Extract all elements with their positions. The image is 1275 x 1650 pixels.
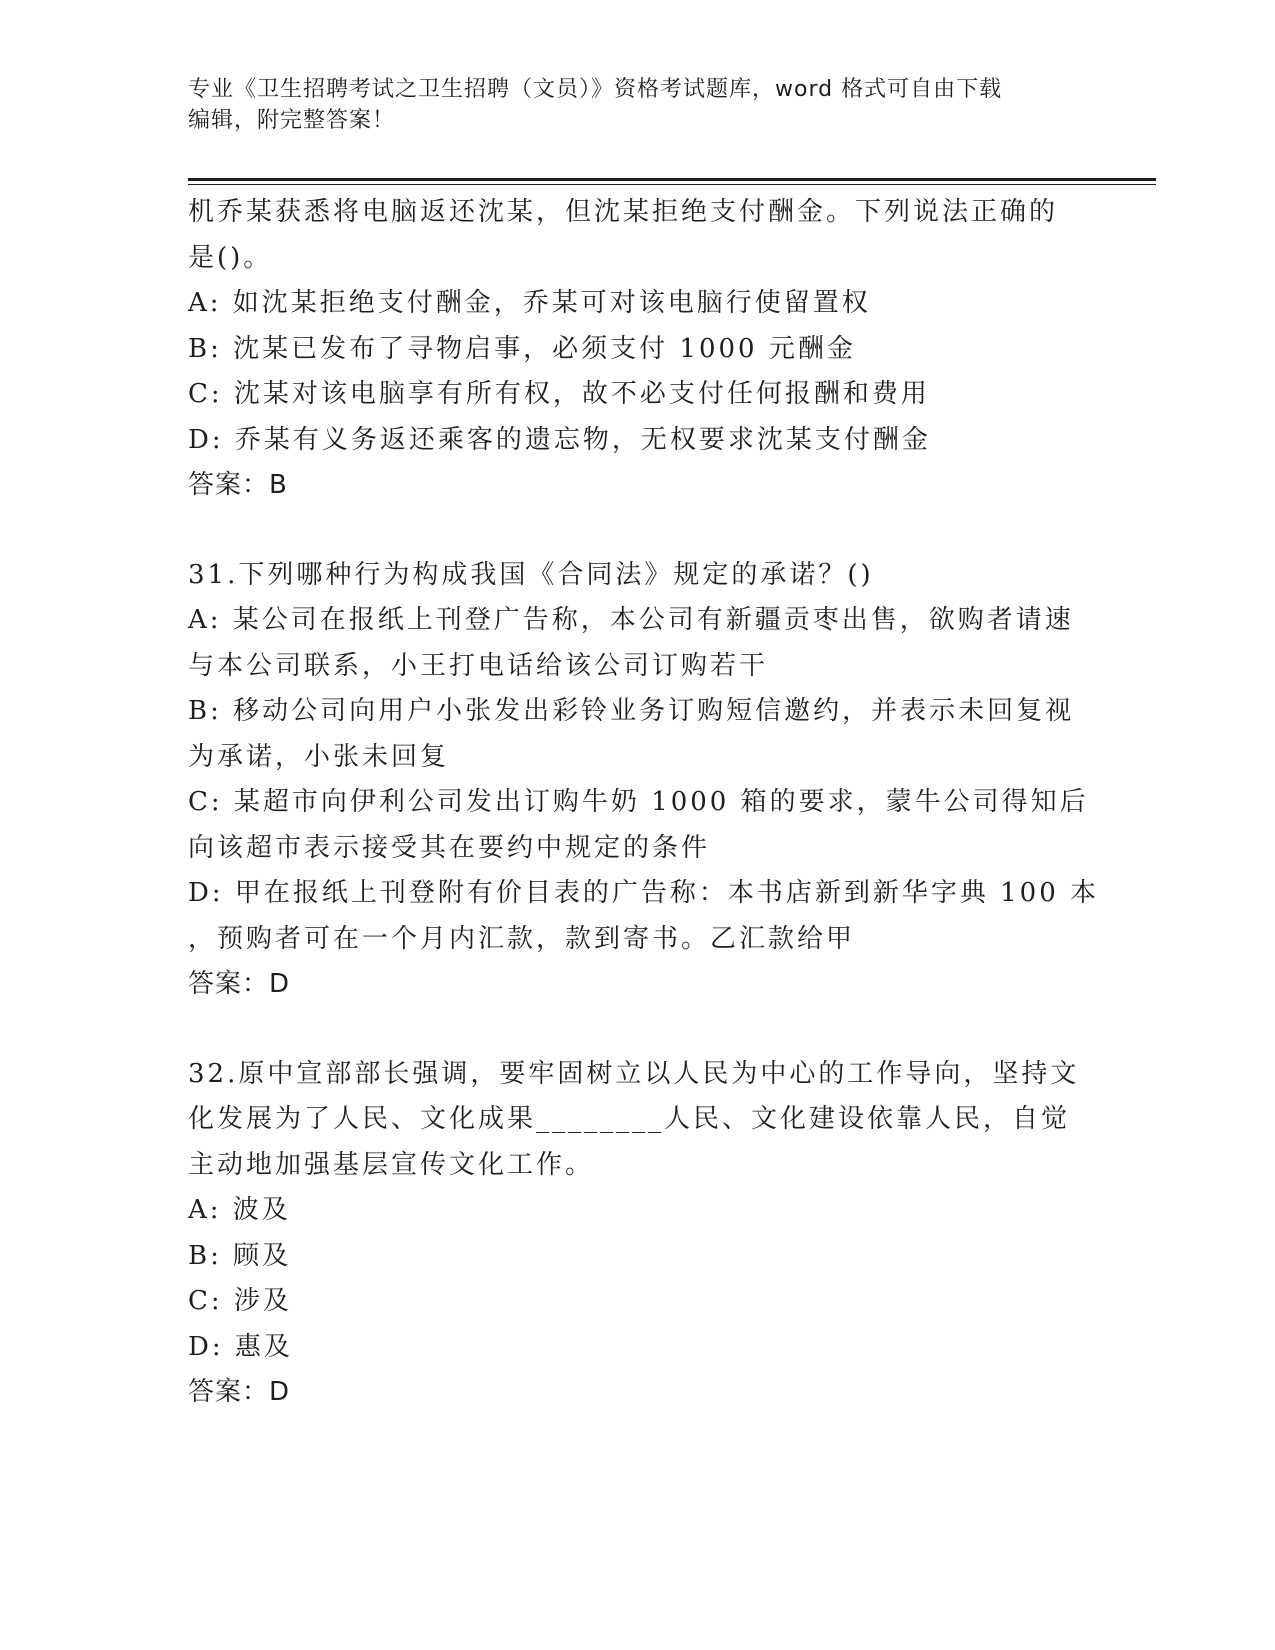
- question-31: [188, 553, 1100, 1008]
- question-30: [188, 190, 1088, 509]
- answer-label: 答案：B: [188, 470, 288, 500]
- question-stem-line: 化发展为了人民、文化成果________人民、文化建设依靠人民，自觉: [188, 1104, 1071, 1134]
- question-spacer: [188, 1008, 1088, 1052]
- header-divider-thin: [188, 184, 1156, 185]
- option-b: B: 移动公司向用户小张发出彩铃业务订购短信邀约，并表示未回复视: [188, 696, 1075, 726]
- question-stem-line: 32.原中宣部部长强调，要牢固树立以人民为中心的工作导向，坚持文: [188, 1058, 1080, 1089]
- option-d: D: 乔某有义务返还乘客的遗忘物，无权要求沈某支付酬金: [188, 424, 931, 455]
- question-stem: 31.下列哪种行为构成我国《合同法》规定的承诺？(): [188, 559, 874, 590]
- answer-label: 答案：D: [188, 969, 291, 999]
- option-b-continued: 为承诺，小张未回复: [188, 741, 450, 772]
- option-d: D: 惠及: [188, 1331, 293, 1362]
- question-32: [188, 1052, 1088, 1416]
- option-b: B: 沈某已发布了寻物启事，必须支付 1000 元酬金: [188, 333, 856, 364]
- header-divider-thick: [188, 178, 1156, 181]
- option-a: A: 如沈某拒绝支付酬金，乔某可对该电脑行使留置权: [188, 288, 871, 318]
- option-d: D: 甲在报纸上刊登附有价目表的广告称：本书店新到新华字典 100 本: [188, 878, 1100, 908]
- option-a: A: 某公司在报纸上刊登广告称，本公司有新疆贡枣出售，欲购者请速: [188, 605, 1074, 635]
- document-header: [188, 74, 1088, 136]
- option-c: C: 沈某对该电脑享有所有权，故不必支付任何报酬和费用: [188, 379, 930, 409]
- question-stem-line: 主动地加强基层宣传文化工作。: [188, 1149, 595, 1180]
- option-d-continued: ，预购者可在一个月内汇款，款到寄书。乙汇款给甲: [188, 923, 856, 954]
- question-stem-line: 机乔某获悉将电脑返还沈某，但沈某拒绝支付酬金。下列说法正确的: [188, 197, 1059, 227]
- header-line-2: 编辑，附完整答案！: [188, 108, 396, 133]
- header-line-1: 专业《卫生招聘考试之卫生招聘（文员）》资格考试题库，word 格式可自由下载: [188, 77, 1003, 102]
- option-a-continued: 与本公司联系，小王打电话给该公司订购若干: [188, 650, 769, 681]
- question-stem-line: 是()。: [188, 242, 273, 273]
- option-a: A: 波及: [188, 1195, 291, 1225]
- option-c: C: 某超市向伊利公司发出订购牛奶 1000 箱的要求，蒙牛公司得知后: [188, 787, 1089, 817]
- question-content: [188, 190, 1100, 1416]
- question-spacer: [188, 509, 1088, 553]
- option-c-continued: 向该超市表示接受其在要约中规定的条件: [188, 832, 711, 863]
- option-b: B: 顾及: [188, 1240, 292, 1271]
- answer-label: 答案：D: [188, 1377, 291, 1407]
- option-c: C: 涉及: [188, 1286, 292, 1316]
